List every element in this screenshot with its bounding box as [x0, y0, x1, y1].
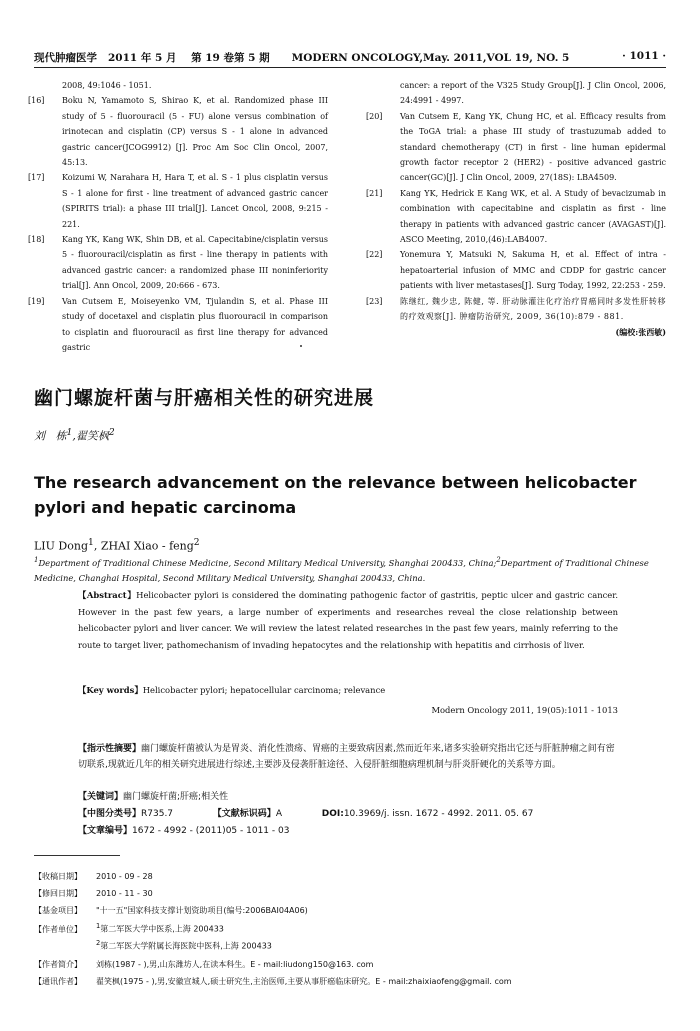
reference-item: [28, 93, 328, 170]
reference-text: Yonemura Y, Matsuki N, Sakuma H, et al. Effect of intra - hepatoarterial infusion of MMC and CDDP for gastric cancer patients with liver metastases[J]. Surg Today, 1992, 22:253 - 259.: [400, 250, 666, 291]
authors-en: LIU Dong$^1$, ZHAI Xiao - feng$^2$: [34, 537, 200, 553]
footnote-unit-1: 【作者单位】 $^1$第二军医大学中医系,上海 200433: [34, 922, 224, 934]
keywords-en: 【Key words】Helicobacter pylori; hepatocellular carcinoma; relevance: [78, 685, 386, 695]
reference-text: Kang YK, Kang WK, Shin DB, et al. Capecitabine/cisplatin versus 5 - fluorouracil/cisplatin as first - line therapy in patients with advanced gastric cancer: a randomized phase III noninferiority trial[J]. Ann Oncol, 2009, 20:666 - 673.: [62, 235, 328, 291]
reference-item: [28, 232, 328, 294]
reference-number: [20]: [366, 111, 383, 121]
reference-number: [23]: [366, 296, 383, 306]
reference-text: Kang YK, Hedrick E Kang WK, et al. A Study of bevacizumab in combination with capecitabine and cisplatin as first - line therapy in patients with advanced gastric cancer (AVAGAST)[J]. ASCO Meeting, 2010,(46):LAB4007.: [400, 188, 666, 245]
article-number: 【文章编号】1672 - 4992 - (2011)05 - 1011 - 03: [78, 826, 290, 836]
authors-cn: 刘 栋$^1$,翟笑枫$^2$: [34, 427, 115, 443]
footnote-funding: 【基金项目】 "十一五"国家科技支撑计划资助项目(编号:2006BAI04A06): [34, 906, 308, 915]
header-rule: [34, 67, 666, 68]
references-left-column: [28, 78, 328, 355]
reference-item: [366, 294, 666, 340]
footnote-rule: [34, 855, 120, 856]
references-right-column: [366, 78, 666, 340]
summary-cn: 【指示性摘要】幽门螺旋杆菌被认为是胃炎、消化性溃疡、胃癌的主要致病因素,然而近年来,诸多实验研究指出它还与肝脏肿瘤之间有密切联系,现就近几年的相关研究进展进行综述,主要涉及侵袭肝脏途径、入侵肝脏细胞病理机制与肝炎肝硬化的关系等方面。: [78, 744, 615, 770]
header-left: [34, 50, 569, 65]
reference-item: [366, 247, 666, 293]
stray-dot: [300, 345, 302, 347]
reference-item: [28, 294, 328, 356]
footnote-received: 【收稿日期】 2010 - 09 - 28: [34, 872, 153, 881]
footnote-corresponding: 【通讯作者】 翟笑枫(1975 - ),男,安徽宣城人,硕士研究生,主治医师,主要从事肝癌临床研究。E - mail:zhaixiaofeng@gmail. com: [34, 977, 512, 986]
affiliation: $^1$Department of Traditional Chinese Medicine, Second Military Medical University, Shanghai 200433, China;$^2$Department of Traditional Chinese Medicine, Changhai Hospital, Second Military Medical University, Shanghai 200433, China.: [34, 556, 649, 583]
reference-text: Van Cutsem E, Moiseyenko VM, Tjulandin S, et al. Phase III study of docetaxel and cisplatin plus fluorouracil in comparison to cisplatin and fluorouracil as first line therapy for advanced gastric: [62, 296, 328, 352]
reference-item: [28, 170, 328, 232]
header-date-cn: 2011 年 5 月: [107, 52, 177, 64]
article-title-cn: 幽门螺旋杆菌与肝癌相关性的研究进展: [34, 387, 375, 409]
reference-text: 2008, 49:1046 - 1051.: [62, 81, 152, 90]
citation: Modern Oncology 2011, 19(05):1011 - 1013: [431, 705, 618, 715]
classification-row: 【中图分类号】R735.7 【文献标识码】A DOI:10.3969/j. issn. 1672 - 4992. 2011. 05. 67: [78, 809, 534, 819]
footnote-revised: 【修回日期】 2010 - 11 - 30: [34, 889, 153, 898]
reference-number: [22]: [366, 250, 383, 260]
reference-item: [366, 109, 666, 186]
running-header: [34, 50, 666, 66]
reference-text: cancer: a report of the V325 Study Group[J]. J Clin Oncol, 2006, 24:4991 - 4997.: [400, 81, 666, 106]
reference-text: Koizumi W, Narahara H, Hara T, et al. S - 1 plus cisplatin versus S - 1 alone for first - line treatment of advanced gastric cancer (SPIRITS trial): a phase III trial[J]. Lancet Oncol, 2008, 9:215 - 221.: [62, 173, 328, 229]
header-journal-en: MODERN ONCOLOGY,May. 2011,VOL 19, NO. 5: [291, 52, 570, 64]
reference-text: Van Cutsem E, Kang YK, Chung HC, et al. Efficacy results from the ToGA trial: a phase III study of trastuzumab added to standard chemotherapy (CT) in first - line human epidermal growth factor receptor 2 (HER2) - positive advanced gastric cancer(GC)[J]. J Clin Oncol, 2009, 27(18S): LBA4509.: [400, 111, 666, 183]
header-page-number: · 1011 ·: [622, 50, 666, 62]
abstract-en: [78, 587, 618, 653]
reference-number: [16]: [28, 96, 45, 106]
reference-number: [18]: [28, 235, 45, 245]
reference-item: [366, 78, 666, 109]
reference-item: [28, 78, 328, 93]
abstract-text: Helicobacter pylori is considered the dominating pathogenic factor of gastritis, peptic ulcer and gastric cancer. However in the past few years, a large number of experiments and researches reveal the close relationship between helicobacter pylori and liver cancer. We will review the latest related researches in the past few years, mainly referring to the route to target liver, pathomechanism of invading hepatocytes and the relationship with hepatitis and cirrhosis of liver.: [78, 590, 618, 650]
header-journal-cn: 现代肿瘤医学: [34, 52, 97, 64]
reference-number: [21]: [366, 188, 383, 198]
header-volume-cn: 第 19 卷第 5 期: [191, 52, 270, 64]
reference-item: [366, 186, 666, 248]
footnote-unit-2: $^2$第二军医大学附属长海医院中医科,上海 200433: [96, 939, 272, 951]
keywords-cn: 【关键词】幽门螺旋杆菌;肝癌;相关性: [78, 792, 229, 802]
reference-number: [17]: [28, 173, 45, 183]
footnote-author-bio: 【作者简介】 刘栋(1987 - ),男,山东潍坊人,在读本科生。E - mail:liudong150@163. com: [34, 960, 374, 969]
reference-text: Boku N, Yamamoto S, Shirao K, et al. Randomized phase III study of 5 - fluorouracil (5 - FU) alone versus combination of irinotecan and cisplatin (CP) versus S - 1 alone in advanced gastric cancer(JCOG9912) [J]. Proc Am Soc Clin Oncol, 2007, 45:13.: [62, 96, 328, 168]
article-title-en: The research advancement on the relevance between helicobacter pylori and hepatic carcinoma: [34, 473, 637, 517]
reference-text: 陈继红, 魏少忠, 陈健, 等. 肝动脉灌注化疗治疗胃癌同时多发性肝转移的疗效观察[J]. 肿瘤防治研究, 2009, 36(10):879 - 881.: [400, 296, 666, 322]
abstract-label: 【Abstract】: [78, 590, 137, 600]
editor-note: (编校:张西敏): [615, 326, 666, 337]
reference-number: [19]: [28, 296, 45, 306]
